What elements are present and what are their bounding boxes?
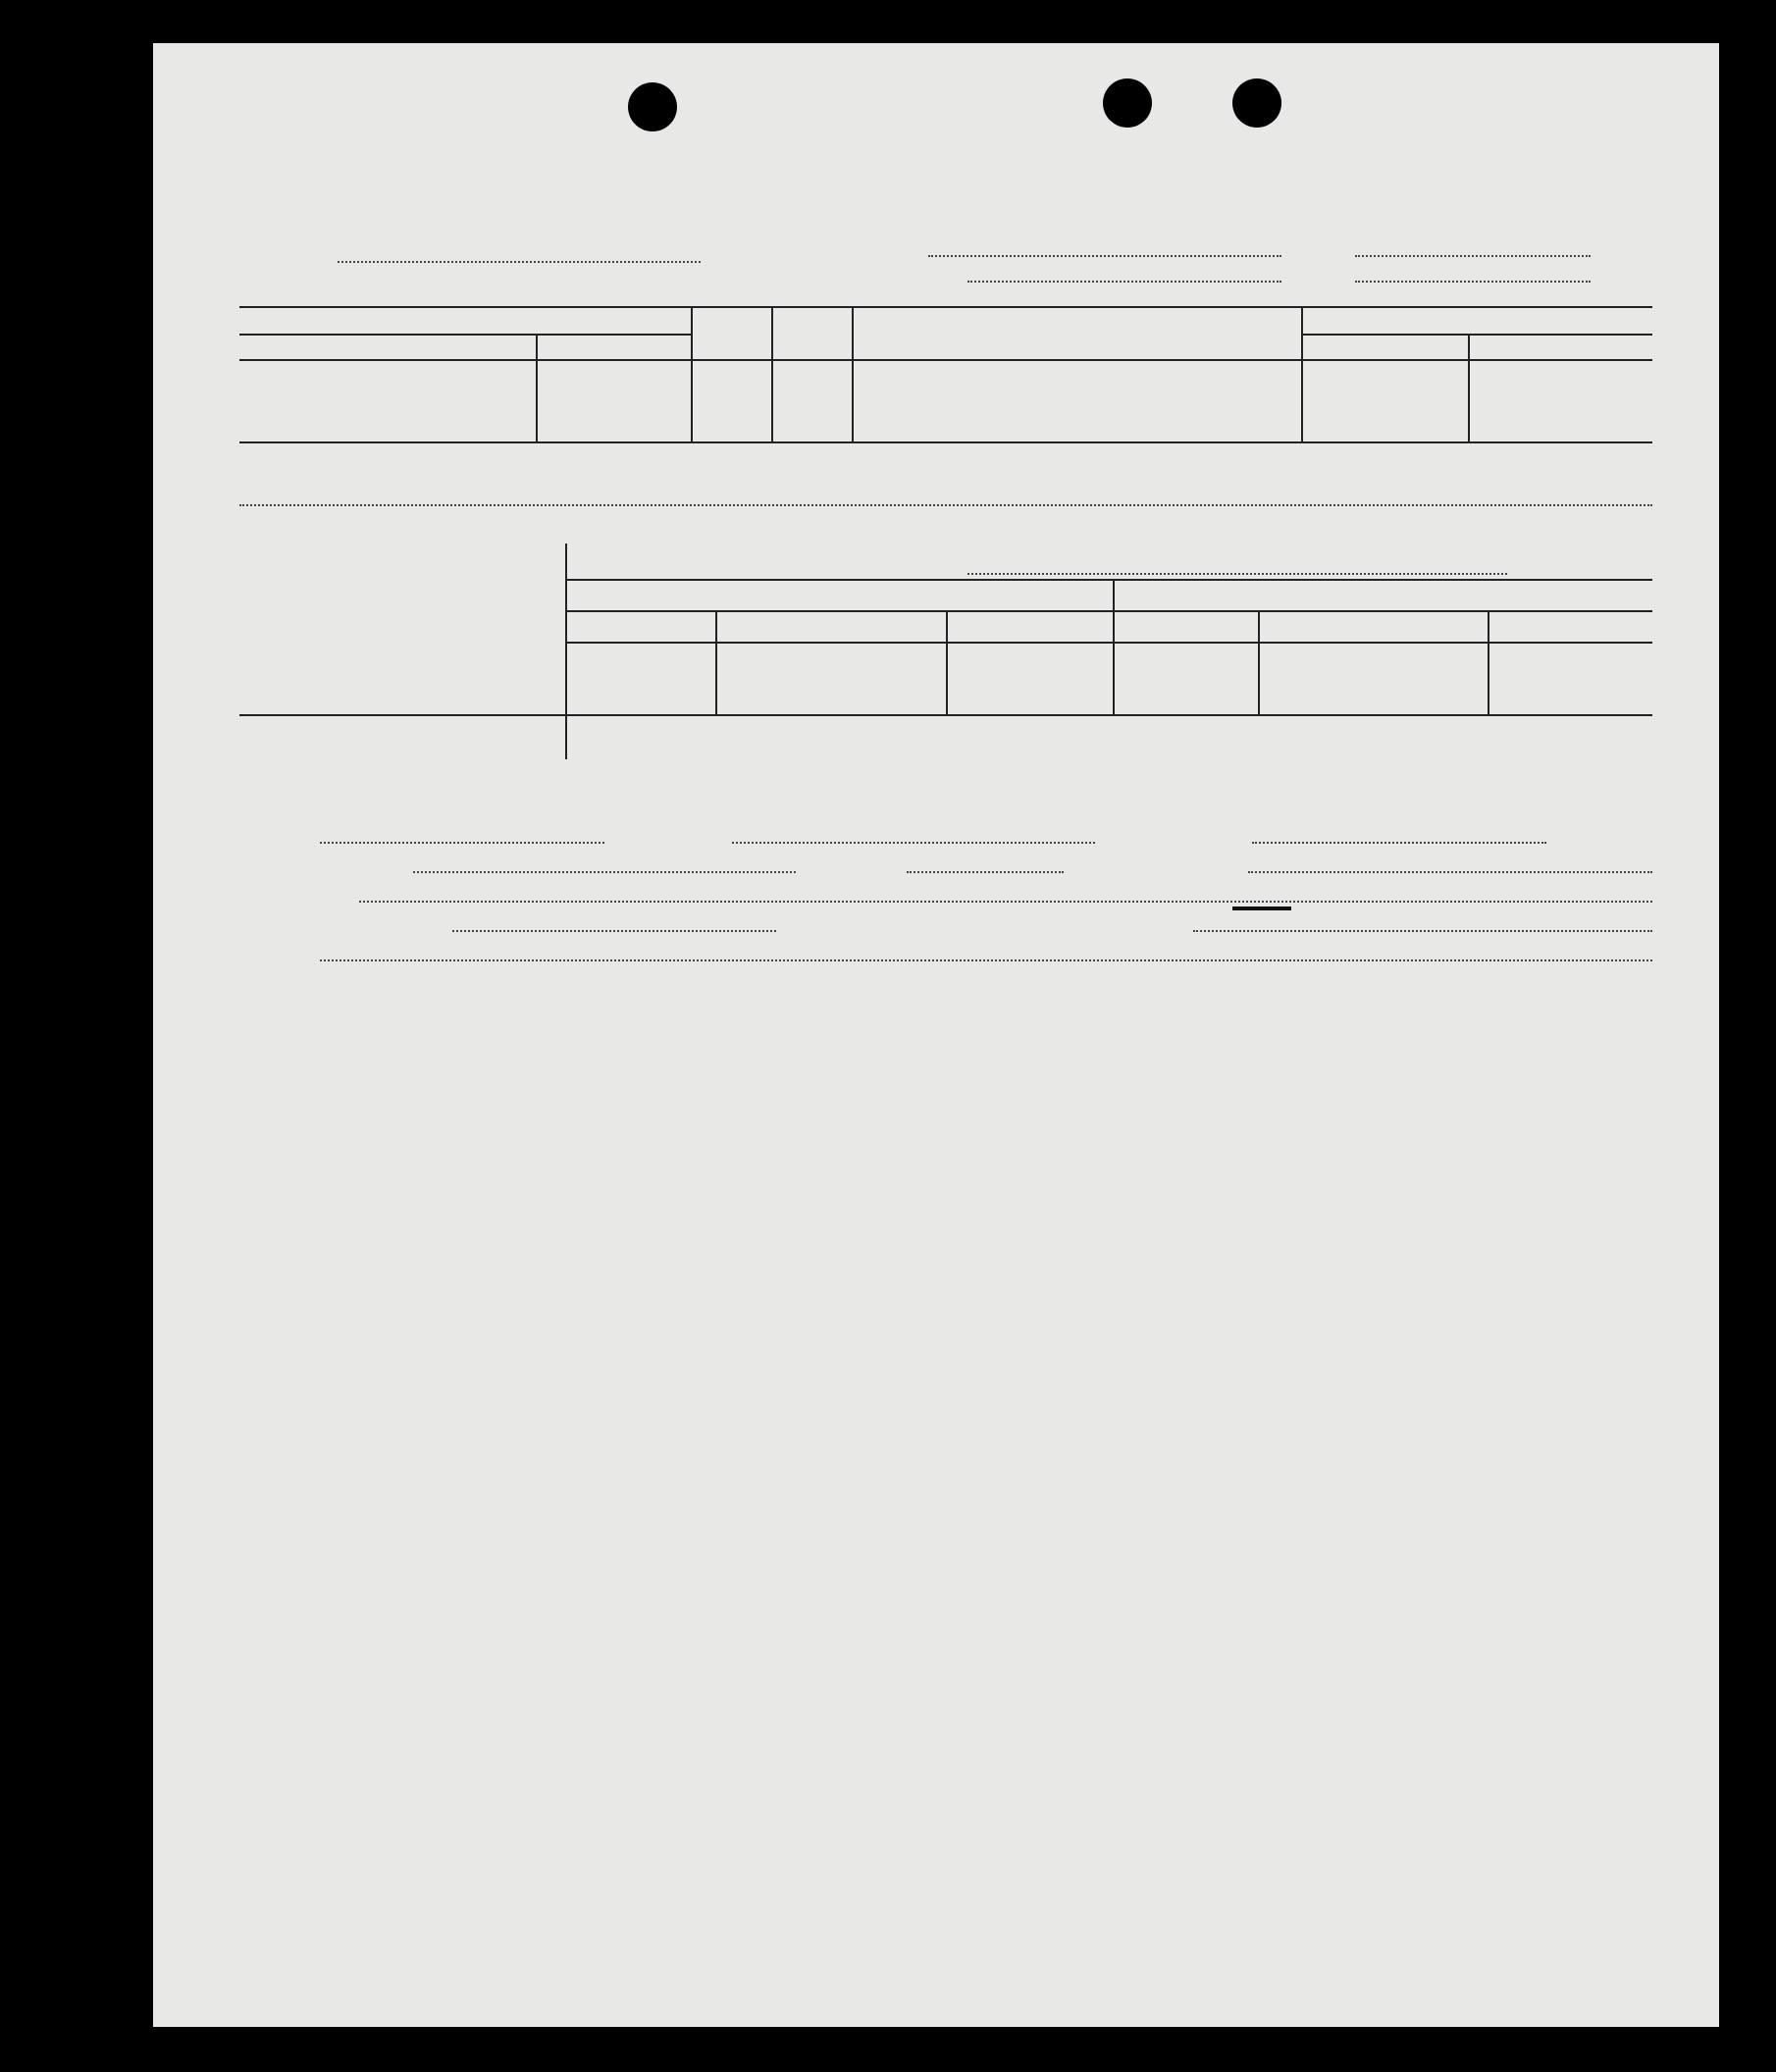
relationship-line bbox=[1193, 930, 1652, 932]
q4-divider bbox=[1258, 610, 1260, 714]
departure-date-line bbox=[1355, 255, 1591, 257]
arrival-date-line bbox=[1355, 281, 1591, 283]
doc-no-line bbox=[320, 842, 604, 844]
name-table-divider bbox=[536, 334, 538, 441]
name-table-header-bottom bbox=[239, 359, 1652, 361]
q4-box-left bbox=[565, 544, 567, 759]
date-of-issue-line bbox=[1252, 842, 1546, 844]
race-line bbox=[320, 959, 1652, 961]
punch-hole bbox=[1232, 78, 1281, 128]
accompanied-line bbox=[452, 930, 776, 932]
q4-passport-line bbox=[967, 573, 1507, 575]
arriving-line bbox=[967, 281, 1281, 283]
departing-line bbox=[928, 255, 1281, 257]
name-table-bottom bbox=[239, 441, 1652, 443]
passage-paid-line bbox=[1248, 871, 1652, 873]
punch-hole bbox=[628, 82, 677, 131]
name-table-divider bbox=[691, 306, 693, 441]
name-table-divider bbox=[771, 306, 773, 441]
ticket-at-line bbox=[413, 871, 796, 873]
q4-divider bbox=[1488, 610, 1489, 714]
emb-table-sub bbox=[1301, 334, 1652, 336]
aircraft-line bbox=[338, 261, 701, 263]
name-table-divider bbox=[1301, 306, 1303, 441]
issued-at-line bbox=[732, 842, 1095, 844]
ticket-date-line bbox=[907, 871, 1064, 873]
name-table-divider bbox=[1468, 334, 1470, 441]
q4-divider bbox=[946, 610, 948, 714]
name-table-sub bbox=[239, 334, 691, 336]
form-sheet bbox=[153, 43, 1719, 2027]
q4-table-bottom bbox=[239, 714, 1652, 716]
q4-divider bbox=[715, 610, 717, 714]
height-line bbox=[359, 901, 1652, 903]
q4-table-top bbox=[565, 579, 1652, 581]
name-table-divider bbox=[852, 306, 854, 441]
q3-line bbox=[239, 504, 1652, 506]
name-table-top bbox=[239, 306, 1652, 308]
q4-divider bbox=[1113, 579, 1115, 714]
relationship-dash bbox=[1232, 906, 1291, 910]
punch-hole bbox=[1103, 78, 1152, 128]
